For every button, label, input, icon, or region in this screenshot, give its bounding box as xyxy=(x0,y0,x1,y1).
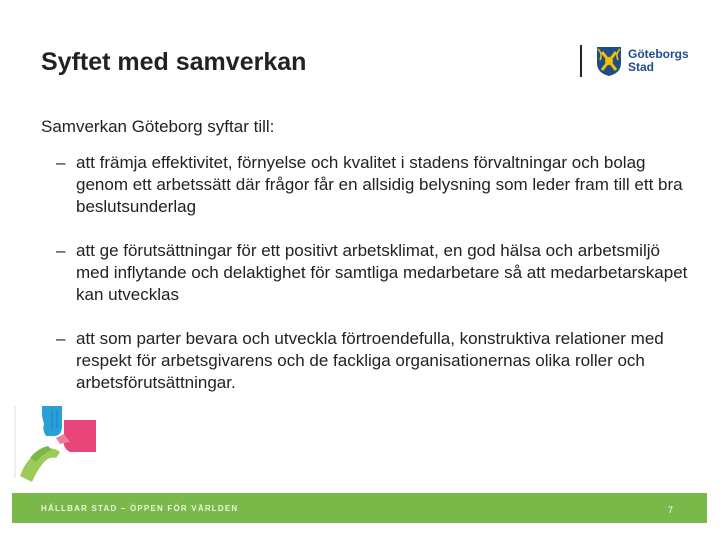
footer-tagline: HÅLLBAR STAD – ÖPPEN FÖR VÄRLDEN xyxy=(41,504,239,513)
footer-bar xyxy=(12,493,707,523)
bullet-marker: – xyxy=(56,241,66,260)
logo-divider xyxy=(580,45,582,77)
bullet-item xyxy=(56,328,696,394)
goteborgs-stad-logo xyxy=(580,44,689,78)
bullet-item xyxy=(56,240,696,306)
logo-wordmark xyxy=(628,48,689,74)
bullet-item xyxy=(56,152,696,218)
logo-line-2: Stad xyxy=(628,60,655,74)
city-emblem-icon xyxy=(594,45,624,77)
page-number: 7 xyxy=(667,505,673,515)
bullet-marker: – xyxy=(56,153,66,172)
bullet-text: att ge förutsättningar för ett positivt arbetsklimat, en god hälsa och arbetsmiljö med inflytande och delaktighet för samtliga medarbetare så att medarbetarskapet kan utvecklas xyxy=(76,241,688,304)
logo-line-1: Göteborgs xyxy=(628,47,689,61)
bullet-marker: – xyxy=(56,329,66,348)
bullet-text: att främja effektivitet, förnyelse och kvalitet i stadens förvaltningar och bolag genom ett arbetssätt där frågor får en allsidig belysning som leder fram till ett bra beslutsunderlag xyxy=(76,153,683,216)
bullet-text: att som parter bevara och utveckla förtroendefulla, konstruktiva relationer med respekt för arbetsgivarens och de fackliga organisationernas olika roller och arbetsförutsättningar. xyxy=(76,329,664,392)
slide-title: Syftet med samverkan xyxy=(41,48,307,76)
intro-text: Samverkan Göteborg syftar till: xyxy=(41,117,275,136)
hands-illustration xyxy=(12,406,100,486)
bullet-list xyxy=(56,152,696,416)
